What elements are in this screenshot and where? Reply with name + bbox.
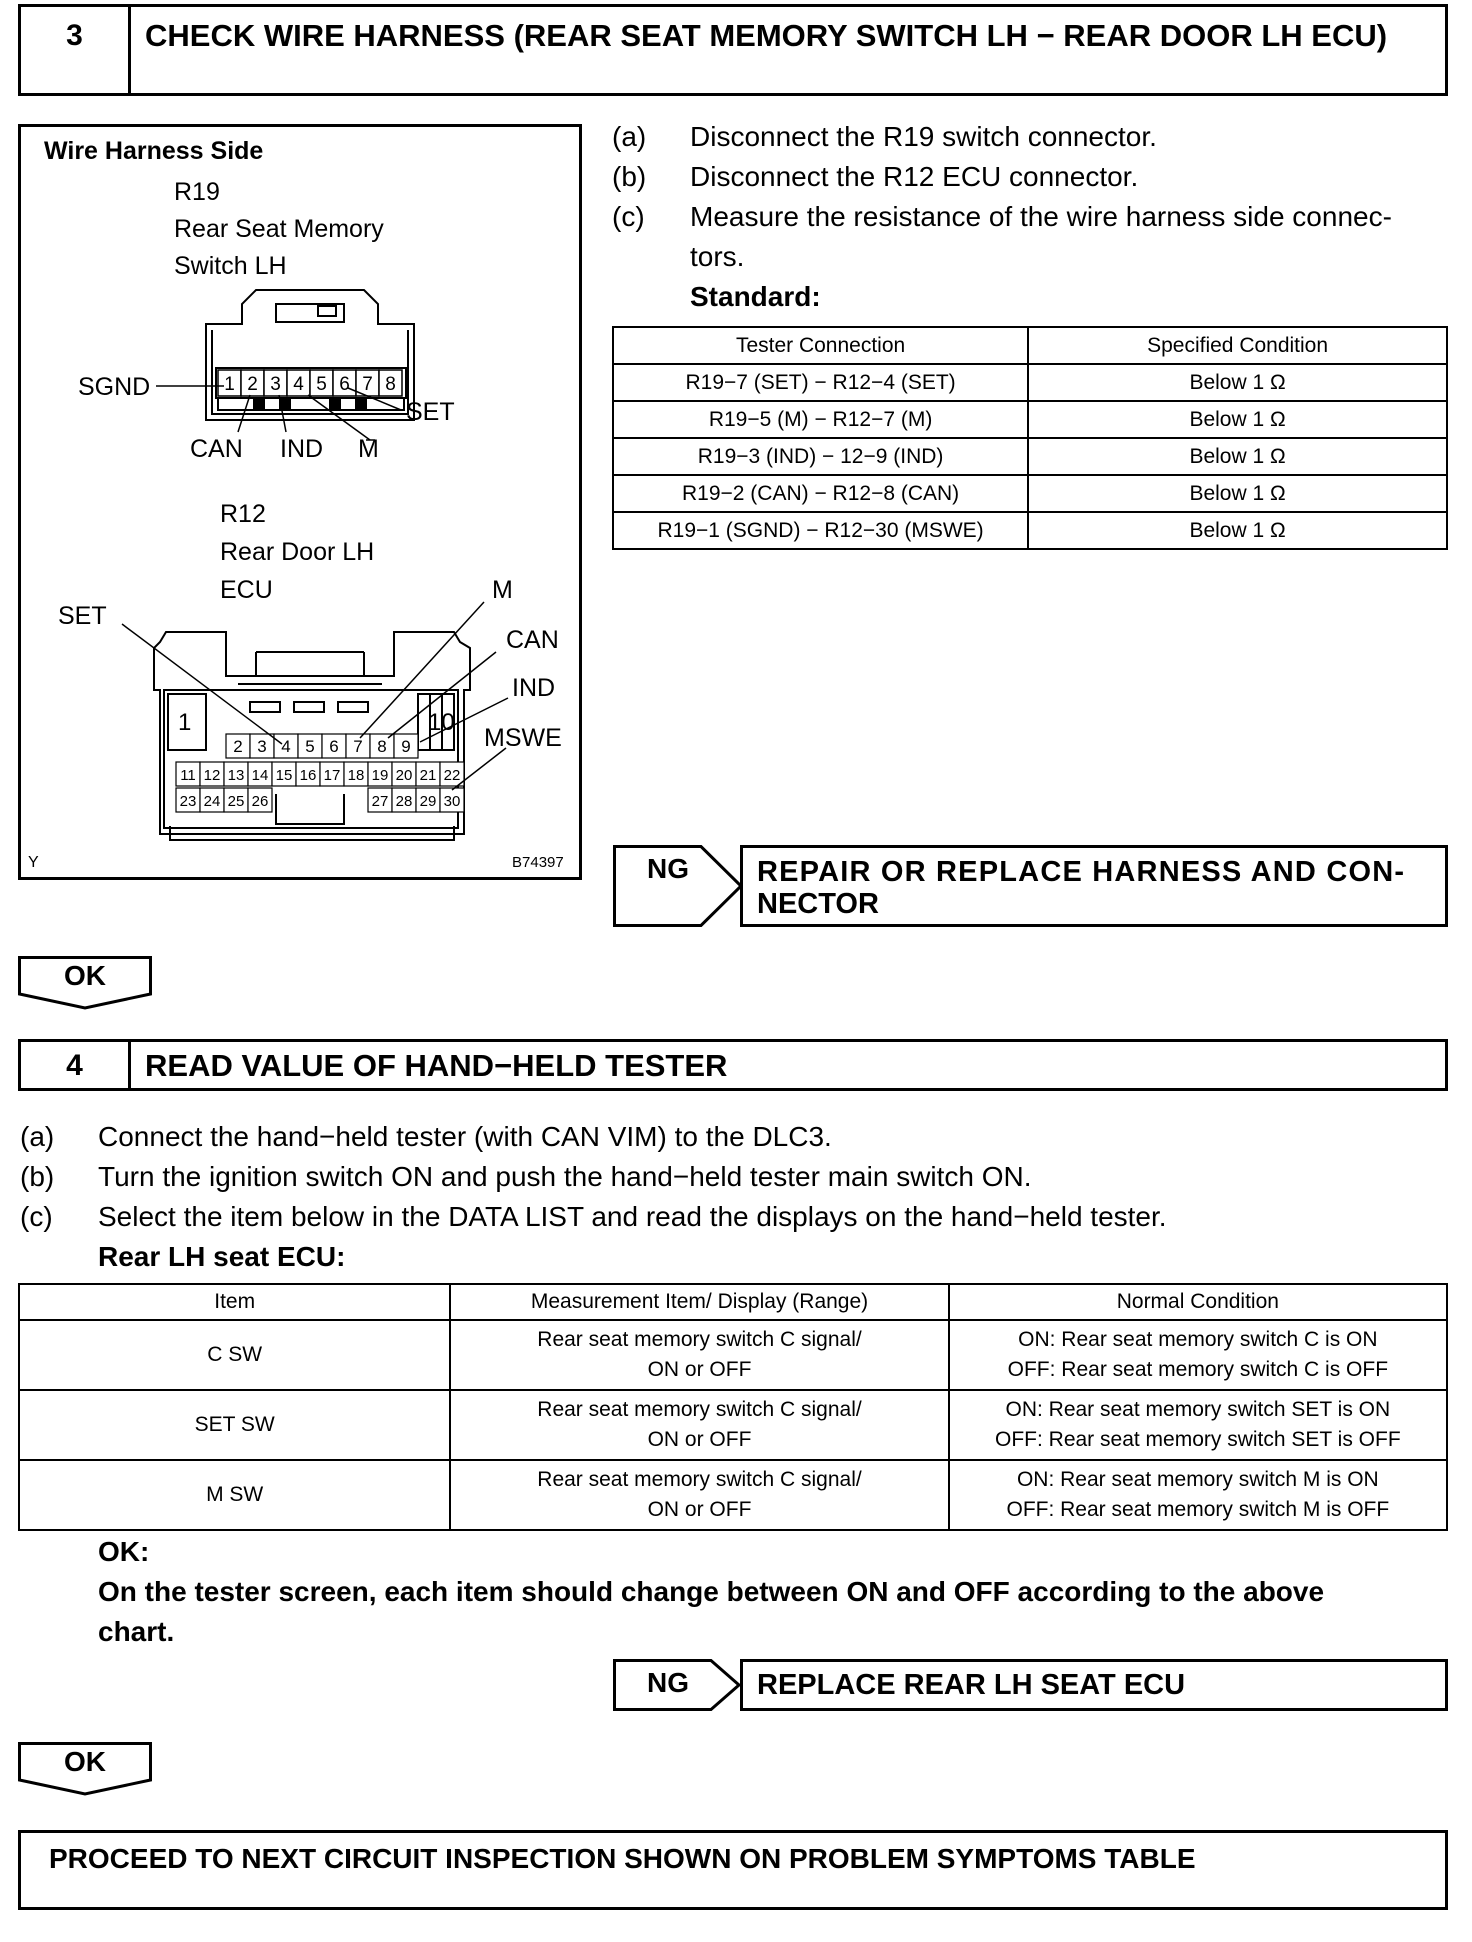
r19-label-m: M (358, 435, 379, 463)
r19-name-line2: Switch LH (174, 252, 287, 280)
cell-line: ON: Rear seat memory switch SET is ON (1005, 1398, 1391, 1421)
r12-pin-number: 7 (353, 737, 363, 756)
r19-name-line1: Rear Seat Memory (174, 215, 384, 243)
data-list-table (18, 1283, 1448, 1531)
ng-action-box (740, 1659, 1448, 1711)
final-action-text: PROCEED TO NEXT CIRCUIT INSPECTION SHOWN ON PROBLEM SYMPTOMS TABLE (49, 1843, 1196, 1874)
table-header-cell: Normal Condition (949, 1284, 1447, 1320)
table-cell: Below 1 Ω (1028, 401, 1447, 438)
r12-name-line2: ECU (220, 576, 273, 604)
r12-pin-number: 6 (329, 737, 339, 756)
corner-letter: Y (28, 854, 39, 871)
step-number: 3 (21, 7, 131, 93)
resistance-spec-table (612, 326, 1448, 550)
table-header-cell: Measurement Item/ Display (Range) (450, 1284, 948, 1320)
ng-indicator (613, 845, 743, 927)
r12-pin-1: 1 (178, 709, 192, 736)
ng-action-line1: REPAIR OR REPLACE HARNESS AND CON- (757, 856, 1406, 888)
step-4-header (18, 1039, 1448, 1091)
step-number: 4 (21, 1042, 131, 1088)
r12-pin-number: 14 (251, 767, 269, 784)
table-row (613, 512, 1447, 549)
r12-pin-number: 21 (419, 767, 437, 784)
ok-text-line1: On the tester screen, each item should change between ON and OFF according to the above (98, 1576, 1325, 1607)
step-3-header (18, 4, 1448, 96)
r19-pin-number: 4 (293, 374, 304, 395)
cell-line: Rear seat memory switch C signal/ (537, 1398, 862, 1421)
ok-indicator (18, 1742, 152, 1780)
cell-line: Rear seat memory switch C signal/ (537, 1328, 862, 1351)
item-cell: SET SW (19, 1390, 450, 1460)
instruction-text: Select the item below in the DATA LIST and read the displays on the hand−held tester. (98, 1201, 1167, 1232)
r12-pin-number: 25 (227, 793, 245, 810)
cell-line: ON or OFF (647, 1498, 752, 1521)
table-row (613, 438, 1447, 475)
instruction-item (20, 1117, 1460, 1157)
r12-pin-number: 29 (419, 793, 437, 810)
ng-action-line2: NECTOR (757, 888, 879, 920)
cell-line: OFF: Rear seat memory switch C is OFF (1007, 1358, 1389, 1381)
r12-pin-number: 12 (203, 767, 221, 784)
r12-pin-number: 2 (233, 737, 243, 756)
r12-pin-number: 22 (443, 767, 461, 784)
ok-criteria (98, 1532, 1458, 1652)
instruction-text: Disconnect the R19 switch connector. (690, 121, 1157, 152)
r19-pin-number: 6 (339, 374, 350, 395)
condition-cell (949, 1460, 1447, 1530)
r19-label-set: SET (406, 398, 455, 426)
r12-pin-number: 16 (299, 767, 317, 784)
r19-label-sgnd: SGND (78, 373, 151, 401)
item-cell: C SW (19, 1320, 450, 1390)
wiring-diagram (18, 124, 582, 880)
instruction-label: (a) (20, 1121, 55, 1152)
r12-pin-number: 26 (251, 793, 269, 810)
r12-pin-number: 13 (227, 767, 245, 784)
instruction-item (20, 1197, 1460, 1237)
r19-label-can: CAN (190, 435, 243, 463)
instruction-item (612, 197, 1452, 237)
instruction-text: Connect the hand−held tester (with CAN VIM) to the DLC3. (98, 1121, 832, 1152)
ng-indicator (613, 1659, 743, 1711)
r19-pin-number: 7 (362, 374, 373, 395)
r12-name-line1: Rear Door LH (220, 538, 375, 566)
cell-line: ON: Rear seat memory switch M is ON (1016, 1468, 1379, 1491)
instruction-label: (c) (612, 201, 645, 232)
instruction-label (612, 237, 690, 277)
step-4-instructions (20, 1117, 1460, 1277)
r12-pin-number: 5 (305, 737, 315, 756)
table-header-cell: Item (19, 1284, 450, 1320)
table-row (613, 364, 1447, 401)
ng-label: NG (647, 853, 689, 884)
instruction-text: Disconnect the R12 ECU connector. (690, 161, 1139, 192)
table-row (19, 1460, 1447, 1530)
ok-text-line2: chart. (98, 1616, 175, 1647)
r12-pin-number: 15 (275, 767, 293, 784)
r12-pin-number: 8 (377, 737, 387, 756)
r12-pin-number: 27 (371, 793, 389, 810)
table-row (19, 1390, 1447, 1460)
table-cell: R19−3 (IND) − 12−9 (IND) (613, 438, 1028, 475)
ng-action-text: REPLACE REAR LH SEAT ECU (757, 1669, 1186, 1701)
table-cell: Below 1 Ω (1028, 364, 1447, 401)
r12-pin-number: 17 (323, 767, 341, 784)
instruction-item (612, 237, 1452, 277)
figure-code: B74397 (512, 854, 564, 871)
condition-cell (949, 1320, 1447, 1390)
r12-code: R12 (220, 500, 266, 528)
step-title: READ VALUE OF HAND−HELD TESTER (145, 1048, 728, 1083)
r12-label-set: SET (58, 602, 107, 630)
cell-line: OFF: Rear seat memory switch M is OFF (1006, 1498, 1390, 1521)
r12-pin-number: 18 (347, 767, 365, 784)
table-row (613, 401, 1447, 438)
instruction-text: Turn the ignition switch ON and push the hand−held tester main switch ON. (98, 1161, 1032, 1192)
r19-code: R19 (174, 178, 220, 206)
r19-label-ind: IND (280, 435, 324, 463)
r19-pin-row (218, 370, 402, 396)
r12-pin-number: 28 (395, 793, 413, 810)
r12-pin-number: 4 (281, 737, 291, 756)
cell-line: ON: Rear seat memory switch C is ON (1018, 1328, 1378, 1351)
table-cell: R19−1 (SGND) − R12−30 (MSWE) (613, 512, 1028, 549)
cell-line: ON or OFF (647, 1428, 752, 1451)
ok-label: OK (64, 960, 106, 991)
r19-pin-number: 2 (247, 374, 258, 395)
r12-pin-number: 20 (395, 767, 413, 784)
table-cell: R19−2 (CAN) − R12−8 (CAN) (613, 475, 1028, 512)
standard-label: Standard: (690, 281, 821, 312)
cell-line: ON or OFF (647, 1358, 752, 1381)
r12-label-can: CAN (506, 626, 559, 654)
r12-pin-number: 19 (371, 767, 389, 784)
item-cell: M SW (19, 1460, 450, 1530)
instruction-text: Measure the resistance of the wire harness side connec- (690, 201, 1392, 232)
instruction-label: (b) (612, 161, 647, 192)
r19-pin-number: 5 (316, 374, 327, 395)
instruction-label: (c) (20, 1201, 53, 1232)
table-header-cell: Specified Condition (1028, 327, 1447, 364)
measurement-cell (450, 1460, 948, 1530)
instruction-item (20, 1157, 1460, 1197)
ng-label: NG (647, 1667, 689, 1698)
instruction-item (612, 157, 1452, 197)
final-action-box (18, 1830, 1448, 1910)
r19-pin-number: 3 (270, 374, 281, 395)
r19-pin-number: 8 (385, 374, 396, 395)
ok-indicator (18, 956, 152, 994)
r12-label-mswe: MSWE (484, 724, 562, 752)
r12-pin-number: 11 (180, 767, 196, 784)
subheading: Rear LH seat ECU: (98, 1241, 346, 1272)
table-cell: R19−5 (M) − R12−7 (M) (613, 401, 1028, 438)
table-cell: R19−7 (SET) − R12−4 (SET) (613, 364, 1028, 401)
r12-pin-number: 24 (203, 793, 221, 810)
table-cell: Below 1 Ω (1028, 512, 1447, 549)
r12-label-ind: IND (512, 674, 556, 702)
ok-label: OK (64, 1746, 106, 1777)
r19-pin-number: 1 (224, 374, 235, 395)
r12-pin-number: 30 (443, 793, 461, 810)
table-row (613, 475, 1447, 512)
condition-cell (949, 1390, 1447, 1460)
instruction-text: tors. (690, 241, 745, 272)
step-title: CHECK WIRE HARNESS (REAR SEAT MEMORY SWITCH LH − REAR DOOR LH ECU) (145, 18, 1388, 53)
r12-label-m: M (492, 576, 513, 604)
r12-pin-number: 9 (401, 737, 411, 756)
instruction-label: (b) (20, 1161, 55, 1192)
connector-diagram-svg (18, 124, 582, 880)
diagram-heading: Wire Harness Side (44, 137, 264, 165)
r12-pin-number: 3 (257, 737, 267, 756)
step-3-instructions (612, 117, 1452, 317)
cell-line: Rear seat memory switch C signal/ (537, 1468, 862, 1491)
ng-action-box (740, 845, 1448, 927)
table-cell: Below 1 Ω (1028, 438, 1447, 475)
measurement-cell (450, 1390, 948, 1460)
ok-heading: OK: (98, 1536, 150, 1567)
measurement-cell (450, 1320, 948, 1390)
table-cell: Below 1 Ω (1028, 475, 1447, 512)
table-header-cell: Tester Connection (613, 327, 1028, 364)
r12-pin-number: 23 (179, 793, 197, 810)
instruction-label: (a) (612, 121, 647, 152)
instruction-item (612, 117, 1452, 157)
cell-line: OFF: Rear seat memory switch SET is OFF (995, 1428, 1401, 1451)
table-row (19, 1320, 1447, 1390)
r12-pin-10: 10 (428, 709, 455, 736)
